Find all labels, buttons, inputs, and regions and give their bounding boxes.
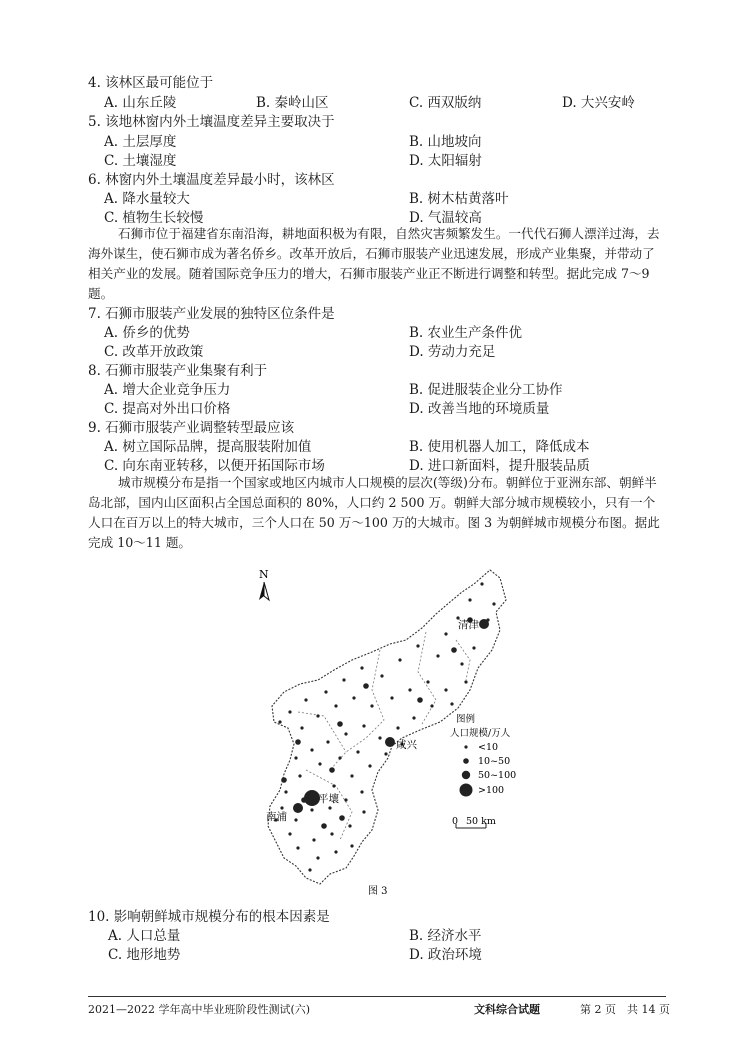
label-nampo: 南浦 [266, 811, 287, 823]
scale-label: 50 km [466, 816, 496, 827]
q7-option-d: D. 劳动力充足 [409, 344, 496, 360]
legend-title: 图例 [456, 714, 476, 725]
q5-option-c: C. 土壤湿度 [104, 153, 177, 169]
q4-option-d: D. 大兴安岭 [562, 95, 635, 111]
q7-option-c: C. 改革开放政策 [104, 344, 204, 360]
q9-stem: 9. 石狮市服装产业调整转型最应该 [88, 420, 295, 436]
city-nampo-dot [293, 803, 303, 813]
q8-option-c: C. 提高对外出口价格 [104, 401, 231, 417]
north-arrow-icon [259, 582, 269, 600]
korea-outline [268, 570, 506, 884]
city-xianxing-dot [385, 737, 395, 747]
legend-item-3: 50~100 [478, 770, 517, 781]
q6-option-a: A. 降水量较大 [104, 191, 190, 207]
q4-stem: 4. 该林区最可能位于 [88, 75, 214, 91]
legend-dot-3 [462, 771, 470, 779]
q5-option-b: B. 山地坡向 [409, 134, 482, 150]
q6-option-d: D. 气温较高 [409, 210, 482, 226]
q7-stem: 7. 石狮市服装产业发展的独特区位条件是 [88, 306, 335, 322]
q8-option-b: B. 促进服装企业分工协作 [409, 382, 563, 398]
north-label: N [259, 568, 269, 581]
q4-option-a: A. 山东丘陵 [104, 95, 177, 111]
footer-rule [88, 996, 666, 997]
q10-option-c: C. 地形地势 [108, 947, 181, 963]
q9-option-c: C. 向东南亚转移，以便开拓国际市场 [104, 458, 325, 474]
q10-option-a: A. 人口总量 [108, 928, 181, 944]
q4-option-b: B. 秦岭山区 [256, 95, 329, 111]
label-pyongyang: 平壤 [318, 793, 339, 805]
passage-shishi: 石狮市位于福建省东南沿海，耕地面积极为有限，自然灾害频繁发生。一代代石狮人漂洋过海，去海外谋生，使石狮市成为著名侨乡。改革开放后，石狮市服装产业迅速发展，形成产业集聚，并带动了相关产业的发展。随着国际竞争压力的增大，石狮市服装产业正不断进行调整和转型。据此完成 7～9 题。 [88, 226, 660, 301]
q7-option-a: A. 侨乡的优势 [104, 325, 190, 341]
q9-option-b: B. 使用机器人加工，降低成本 [409, 439, 590, 455]
q5-stem: 5. 该地林窗内外土壤温度差异主要取决于 [88, 114, 335, 130]
q8-stem: 8. 石狮市服装产业集聚有利于 [88, 363, 268, 379]
q10-option-b: B. 经济水平 [409, 928, 482, 944]
q8-option-d: D. 改善当地的环境质量 [409, 401, 550, 417]
passage-korea: 城市规模分布是指一个国家或地区内城市人口规模的层次(等级)分布。朝鲜位于亚洲东部、朝鲜半岛北部，国内山区面积占全国总面积的 80%，人口约 2 500 万。朝鲜大部分城市规模较小，只有一个人口在百万以上的特大城市，三个人口在 50 万～100 万的大城市。图 3 为朝鲜城市规模分布图。据此完成 10～11 题。 [88, 475, 660, 550]
legend-dot-1 [464, 745, 467, 748]
label-qingjin: 清津 [458, 619, 479, 631]
legend-item-1: <10 [478, 742, 499, 753]
legend-dot-4 [460, 784, 473, 797]
q9-option-a: A. 树立国际品牌，提高服装附加值 [104, 439, 312, 455]
scale-zero: 0 [452, 816, 459, 827]
q8-option-a: A. 增大企业竞争压力 [104, 382, 231, 398]
legend-subtitle: 人口规模/万人 [450, 728, 511, 739]
q5-option-d: D. 太阳辐射 [409, 153, 482, 169]
q5-option-a: A. 土层厚度 [104, 134, 177, 150]
city-qingjin-dot [479, 619, 489, 629]
figure-caption: 图 3 [368, 886, 388, 897]
q7-option-b: B. 农业生产条件优 [409, 325, 523, 341]
q4-option-c: C. 西双版纳 [409, 95, 482, 111]
label-xianxing: 咸兴 [396, 739, 417, 751]
footer-page-number: 第 2 页 共 14 页 [580, 1003, 670, 1016]
q10-option-d: D. 政治环境 [409, 947, 482, 963]
legend-item-2: 10~50 [478, 756, 511, 767]
footer-subject: 文科综合试题 [474, 1003, 540, 1016]
q9-option-d: D. 进口新面料，提升服装品质 [409, 458, 590, 474]
q6-stem: 6. 林窗内外土壤温度差异最小时，该林区 [88, 172, 335, 188]
q6-option-c: C. 植物生长较慢 [104, 210, 204, 226]
legend-item-4: >100 [478, 785, 505, 796]
q6-option-b: B. 树木枯黄落叶 [409, 191, 509, 207]
q10-stem: 10. 影响朝鲜城市规模分布的根本因素是 [88, 909, 330, 925]
footer-exam-title: 2021—2022 学年高中毕业班阶段性测试(六) [88, 1003, 311, 1016]
legend-dot-2 [463, 758, 469, 764]
